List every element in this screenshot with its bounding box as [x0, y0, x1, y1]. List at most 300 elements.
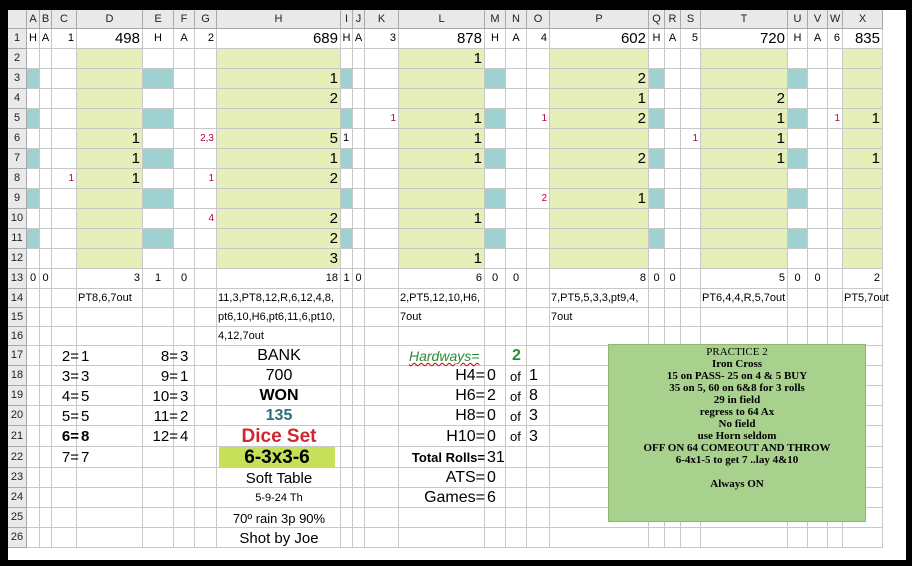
row-header-10[interactable]: 10 — [8, 209, 27, 229]
cell-R6[interactable] — [665, 129, 681, 149]
cell-J25[interactable] — [353, 508, 365, 528]
cell-T3[interactable] — [701, 69, 788, 89]
cell-C3[interactable] — [52, 69, 77, 89]
cell-I18[interactable] — [341, 366, 353, 386]
cell-L25[interactable] — [399, 508, 485, 528]
cell-A9[interactable] — [27, 189, 40, 209]
cell-O24[interactable] — [527, 488, 550, 508]
cell-E11[interactable] — [143, 229, 174, 249]
cell-K2[interactable] — [365, 49, 399, 69]
cell-L11[interactable] — [399, 229, 485, 249]
cell-B20[interactable] — [40, 406, 52, 426]
cell-G26[interactable] — [195, 528, 217, 548]
away-total[interactable]: 0 — [174, 269, 195, 289]
cell-J2[interactable] — [353, 49, 365, 69]
cell-R8[interactable] — [665, 169, 681, 189]
row-header-20[interactable]: 20 — [8, 406, 27, 426]
home-label[interactable]: H — [341, 29, 353, 49]
roll-count[interactable]: 1 — [701, 109, 788, 129]
cell-B21[interactable] — [40, 426, 52, 447]
shooter-number[interactable]: 2 — [195, 29, 217, 49]
cell-U7[interactable] — [788, 149, 808, 169]
row-header-25[interactable]: 25 — [8, 508, 27, 528]
cell-N23[interactable] — [506, 468, 527, 488]
row-header-15[interactable]: 15 — [8, 308, 27, 327]
cell-K3[interactable] — [365, 69, 399, 89]
cell-J19[interactable] — [353, 386, 365, 406]
select-all-corner[interactable] — [8, 10, 27, 29]
cell-M6[interactable] — [485, 129, 506, 149]
away-total[interactable]: 0 — [665, 269, 681, 289]
red-marker[interactable]: 1 — [195, 169, 217, 189]
red-marker[interactable]: 1 — [52, 169, 77, 189]
cell-Q11[interactable] — [649, 229, 665, 249]
side-count[interactable]: 1 — [341, 129, 353, 149]
roll-count[interactable]: 1 — [399, 249, 485, 269]
cell-K18[interactable] — [365, 366, 399, 386]
cell-N3[interactable] — [506, 69, 527, 89]
shooter-number[interactable]: 1 — [52, 29, 77, 49]
cell-B18[interactable] — [40, 366, 52, 386]
roll-count[interactable]: 1 — [701, 129, 788, 149]
cell-I19[interactable] — [341, 386, 353, 406]
cell-V3[interactable] — [808, 69, 828, 89]
cell-U3[interactable] — [788, 69, 808, 89]
roll-count[interactable]: 2 — [550, 149, 649, 169]
cell-J12[interactable] — [353, 249, 365, 269]
home-total[interactable]: 0 — [788, 269, 808, 289]
roll-total[interactable]: 835 — [843, 29, 883, 49]
cell-G2[interactable] — [195, 49, 217, 69]
row-header-13[interactable]: 13 — [8, 269, 27, 289]
cell-S2[interactable] — [681, 49, 701, 69]
cell-N24[interactable] — [506, 488, 527, 508]
roll-count[interactable]: 1 — [843, 109, 883, 129]
cell-M16[interactable] — [485, 327, 506, 346]
cell-J24[interactable] — [353, 488, 365, 508]
row-header-18[interactable]: 18 — [8, 366, 27, 386]
cell-W3[interactable] — [828, 69, 843, 89]
cell-B4[interactable] — [40, 89, 52, 109]
group-sum[interactable]: 3 — [77, 269, 143, 289]
cell-F23[interactable] — [174, 468, 195, 488]
cell-V2[interactable] — [808, 49, 828, 69]
cell-F10[interactable] — [174, 209, 195, 229]
row-header-4[interactable]: 4 — [8, 89, 27, 109]
home-total[interactable]: 1 — [341, 269, 353, 289]
cell-B17[interactable] — [40, 346, 52, 366]
cell-O25[interactable] — [527, 508, 550, 528]
cell-X9[interactable] — [843, 189, 883, 209]
cell-C10[interactable] — [52, 209, 77, 229]
cell-X3[interactable] — [843, 69, 883, 89]
cell-J4[interactable] — [353, 89, 365, 109]
cell-I8[interactable] — [341, 169, 353, 189]
cell-U6[interactable] — [788, 129, 808, 149]
cell-M7[interactable] — [485, 149, 506, 169]
cell-J23[interactable] — [353, 468, 365, 488]
cell-C26[interactable] — [52, 528, 77, 548]
cell-U11[interactable] — [788, 229, 808, 249]
cell-I10[interactable] — [341, 209, 353, 229]
column-header-R[interactable]: R — [665, 10, 681, 29]
cell-O3[interactable] — [527, 69, 550, 89]
cell-V9[interactable] — [808, 189, 828, 209]
cell-C24[interactable] — [52, 488, 77, 508]
roll-count[interactable]: 1 — [77, 149, 143, 169]
cell-L8[interactable] — [399, 169, 485, 189]
cell-F4[interactable] — [174, 89, 195, 109]
cell-P6[interactable] — [550, 129, 649, 149]
cell-B24[interactable] — [40, 488, 52, 508]
cell-D15[interactable] — [77, 308, 143, 327]
cell-A6[interactable] — [27, 129, 40, 149]
cell-B15[interactable] — [40, 308, 52, 327]
cell-D16[interactable] — [77, 327, 143, 346]
cell-O6[interactable] — [527, 129, 550, 149]
cell-D11[interactable] — [77, 229, 143, 249]
roll-count[interactable]: 2 — [550, 69, 649, 89]
cell-X8[interactable] — [843, 169, 883, 189]
cell-E6[interactable] — [143, 129, 174, 149]
row-header-14[interactable]: 14 — [8, 289, 27, 308]
roll-total[interactable]: 689 — [217, 29, 341, 49]
cell-N6[interactable] — [506, 129, 527, 149]
cell-P8[interactable] — [550, 169, 649, 189]
cell-M4[interactable] — [485, 89, 506, 109]
cell-I20[interactable] — [341, 406, 353, 426]
cell-A8[interactable] — [27, 169, 40, 189]
cell-O10[interactable] — [527, 209, 550, 229]
cell-S10[interactable] — [681, 209, 701, 229]
cell-F2[interactable] — [174, 49, 195, 69]
cell-J3[interactable] — [353, 69, 365, 89]
cell-O8[interactable] — [527, 169, 550, 189]
cell-J26[interactable] — [353, 528, 365, 548]
cell-D2[interactable] — [77, 49, 143, 69]
cell-A14[interactable] — [27, 289, 40, 308]
cell-T9[interactable] — [701, 189, 788, 209]
roll-count[interactable]: 1 — [77, 169, 143, 189]
cell-I21[interactable] — [341, 426, 353, 447]
cell-M9[interactable] — [485, 189, 506, 209]
cell-K8[interactable] — [365, 169, 399, 189]
cell-M8[interactable] — [485, 169, 506, 189]
cell-A4[interactable] — [27, 89, 40, 109]
red-marker[interactable]: 1 — [681, 129, 701, 149]
roll-count[interactable]: 1 — [399, 49, 485, 69]
group-sum[interactable]: 8 — [550, 269, 649, 289]
cell-O11[interactable] — [527, 229, 550, 249]
cell-I25[interactable] — [341, 508, 353, 528]
cell-N5[interactable] — [506, 109, 527, 129]
spreadsheet[interactable] — [8, 10, 906, 560]
cell-N25[interactable] — [506, 508, 527, 528]
cell-I17[interactable] — [341, 346, 353, 366]
home-total[interactable]: 1 — [143, 269, 174, 289]
cell-W26[interactable] — [828, 528, 843, 548]
cell-R11[interactable] — [665, 229, 681, 249]
practice-notes-box[interactable] — [608, 344, 866, 522]
cell-W7[interactable] — [828, 149, 843, 169]
cell-I24[interactable] — [341, 488, 353, 508]
cell-J5[interactable] — [353, 109, 365, 129]
cell-P11[interactable] — [550, 229, 649, 249]
cell-G9[interactable] — [195, 189, 217, 209]
row-header-1[interactable]: 1 — [8, 29, 27, 49]
cell-C25[interactable] — [52, 508, 77, 528]
away-label[interactable]: A — [506, 29, 527, 49]
cell-L3[interactable] — [399, 69, 485, 89]
cell-K25[interactable] — [365, 508, 399, 528]
cell-B22[interactable] — [40, 447, 52, 468]
cell-E12[interactable] — [143, 249, 174, 269]
cell-G5[interactable] — [195, 109, 217, 129]
column-header-E[interactable]: E — [143, 10, 174, 29]
cell-O26[interactable] — [527, 528, 550, 548]
roll-count[interactable]: 1 — [843, 149, 883, 169]
cell-E4[interactable] — [143, 89, 174, 109]
cell-O23[interactable] — [527, 468, 550, 488]
cell-O13[interactable] — [527, 269, 550, 289]
cell-B14[interactable] — [40, 289, 52, 308]
cell-J18[interactable] — [353, 366, 365, 386]
cell-M25[interactable] — [485, 508, 506, 528]
cell-V7[interactable] — [808, 149, 828, 169]
cell-O7[interactable] — [527, 149, 550, 169]
cell-R4[interactable] — [665, 89, 681, 109]
cell-X2[interactable] — [843, 49, 883, 69]
roll-count[interactable]: 1 — [399, 209, 485, 229]
cell-S7[interactable] — [681, 149, 701, 169]
cell-Q12[interactable] — [649, 249, 665, 269]
row-header-9[interactable]: 9 — [8, 189, 27, 209]
away-total[interactable]: 0 — [40, 269, 52, 289]
cell-W10[interactable] — [828, 209, 843, 229]
shooter-number[interactable]: 6 — [828, 29, 843, 49]
red-marker[interactable]: 1 — [828, 109, 843, 129]
cell-B19[interactable] — [40, 386, 52, 406]
cell-N9[interactable] — [506, 189, 527, 209]
cell-B7[interactable] — [40, 149, 52, 169]
column-header-C[interactable]: C — [52, 10, 77, 29]
roll-count[interactable]: 1 — [77, 129, 143, 149]
cell-N10[interactable] — [506, 209, 527, 229]
cell-I23[interactable] — [341, 468, 353, 488]
column-header-W[interactable]: W — [828, 10, 843, 29]
cell-V8[interactable] — [808, 169, 828, 189]
cell-O4[interactable] — [527, 89, 550, 109]
cell-E2[interactable] — [143, 49, 174, 69]
cell-E8[interactable] — [143, 169, 174, 189]
cell-S13[interactable] — [681, 269, 701, 289]
cell-S3[interactable] — [681, 69, 701, 89]
cell-U2[interactable] — [788, 49, 808, 69]
cell-E22[interactable] — [143, 447, 174, 468]
cell-T12[interactable] — [701, 249, 788, 269]
cell-R26[interactable] — [665, 528, 681, 548]
row-header-16[interactable]: 16 — [8, 327, 27, 346]
red-marker[interactable]: 1 — [527, 109, 550, 129]
row-header-23[interactable]: 23 — [8, 468, 27, 488]
cell-I5[interactable] — [341, 109, 353, 129]
cell-B11[interactable] — [40, 229, 52, 249]
cell-M2[interactable] — [485, 49, 506, 69]
row-header-24[interactable]: 24 — [8, 488, 27, 508]
cell-M5[interactable] — [485, 109, 506, 129]
cell-R5[interactable] — [665, 109, 681, 129]
roll-count[interactable]: 2 — [217, 229, 341, 249]
cell-A24[interactable] — [27, 488, 40, 508]
roll-count[interactable]: 1 — [550, 89, 649, 109]
cell-A26[interactable] — [27, 528, 40, 548]
cell-V5[interactable] — [808, 109, 828, 129]
cell-F8[interactable] — [174, 169, 195, 189]
cell-Q3[interactable] — [649, 69, 665, 89]
cell-E15[interactable] — [143, 308, 174, 327]
column-header-J[interactable]: J — [353, 10, 365, 29]
cell-K4[interactable] — [365, 89, 399, 109]
cell-N12[interactable] — [506, 249, 527, 269]
cell-X10[interactable] — [843, 209, 883, 229]
cell-V26[interactable] — [808, 528, 828, 548]
cell-W9[interactable] — [828, 189, 843, 209]
shooter-number[interactable]: 5 — [681, 29, 701, 49]
roll-count[interactable]: 2 — [217, 209, 341, 229]
home-label[interactable]: H — [788, 29, 808, 49]
column-header-D[interactable]: D — [77, 10, 143, 29]
cell-I3[interactable] — [341, 69, 353, 89]
cell-K22[interactable] — [365, 447, 399, 468]
cell-C12[interactable] — [52, 249, 77, 269]
cell-R9[interactable] — [665, 189, 681, 209]
roll-count[interactable]: 1 — [550, 189, 649, 209]
cell-G16[interactable] — [195, 327, 217, 346]
cell-E26[interactable] — [143, 528, 174, 548]
cell-I22[interactable] — [341, 447, 353, 468]
cell-A11[interactable] — [27, 229, 40, 249]
cell-E7[interactable] — [143, 149, 174, 169]
cell-B12[interactable] — [40, 249, 52, 269]
cell-O16[interactable] — [527, 327, 550, 346]
cell-F9[interactable] — [174, 189, 195, 209]
cell-M3[interactable] — [485, 69, 506, 89]
roll-count[interactable]: 1 — [217, 69, 341, 89]
cell-F7[interactable] — [174, 149, 195, 169]
cell-Q10[interactable] — [649, 209, 665, 229]
cell-N2[interactable] — [506, 49, 527, 69]
cell-W6[interactable] — [828, 129, 843, 149]
column-header-P[interactable]: P — [550, 10, 649, 29]
cell-W12[interactable] — [828, 249, 843, 269]
cell-E9[interactable] — [143, 189, 174, 209]
cell-R12[interactable] — [665, 249, 681, 269]
cell-K7[interactable] — [365, 149, 399, 169]
cell-D5[interactable] — [77, 109, 143, 129]
cell-E23[interactable] — [143, 468, 174, 488]
cell-D12[interactable] — [77, 249, 143, 269]
cell-F12[interactable] — [174, 249, 195, 269]
cell-A5[interactable] — [27, 109, 40, 129]
cell-V12[interactable] — [808, 249, 828, 269]
cell-U15[interactable] — [788, 308, 808, 327]
column-header-S[interactable]: S — [681, 10, 701, 29]
row-header-19[interactable]: 19 — [8, 386, 27, 406]
cell-V15[interactable] — [808, 308, 828, 327]
column-header-I[interactable]: I — [341, 10, 353, 29]
cell-D4[interactable] — [77, 89, 143, 109]
away-label[interactable]: A — [353, 29, 365, 49]
cell-C16[interactable] — [52, 327, 77, 346]
cell-U5[interactable] — [788, 109, 808, 129]
cell-T2[interactable] — [701, 49, 788, 69]
cell-V11[interactable] — [808, 229, 828, 249]
cell-I12[interactable] — [341, 249, 353, 269]
cell-D24[interactable] — [77, 488, 143, 508]
cell-J9[interactable] — [353, 189, 365, 209]
cell-A22[interactable] — [27, 447, 40, 468]
cell-B2[interactable] — [40, 49, 52, 69]
cell-D10[interactable] — [77, 209, 143, 229]
roll-count[interactable]: 5 — [217, 129, 341, 149]
cell-C14[interactable] — [52, 289, 77, 308]
cell-R10[interactable] — [665, 209, 681, 229]
roll-count[interactable]: 2 — [701, 89, 788, 109]
cell-B26[interactable] — [40, 528, 52, 548]
cell-G15[interactable] — [195, 308, 217, 327]
red-marker[interactable]: 2,3 — [195, 129, 217, 149]
cell-N4[interactable] — [506, 89, 527, 109]
row-header-7[interactable]: 7 — [8, 149, 27, 169]
cell-K21[interactable] — [365, 426, 399, 447]
cell-G7[interactable] — [195, 149, 217, 169]
cell-U9[interactable] — [788, 189, 808, 209]
column-header-X[interactable]: X — [843, 10, 883, 29]
cell-Q26[interactable] — [649, 528, 665, 548]
row-header-12[interactable]: 12 — [8, 249, 27, 269]
cell-J21[interactable] — [353, 426, 365, 447]
cell-R7[interactable] — [665, 149, 681, 169]
column-header-A[interactable]: A — [27, 10, 40, 29]
cell-U4[interactable] — [788, 89, 808, 109]
row-header-11[interactable]: 11 — [8, 229, 27, 249]
cell-F15[interactable] — [174, 308, 195, 327]
cell-X6[interactable] — [843, 129, 883, 149]
cell-C11[interactable] — [52, 229, 77, 249]
column-header-O[interactable]: O — [527, 10, 550, 29]
cell-X12[interactable] — [843, 249, 883, 269]
cell-K24[interactable] — [365, 488, 399, 508]
cell-A2[interactable] — [27, 49, 40, 69]
column-header-L[interactable]: L — [399, 10, 485, 29]
row-header-5[interactable]: 5 — [8, 109, 27, 129]
cell-K12[interactable] — [365, 249, 399, 269]
roll-count[interactable]: 3 — [217, 249, 341, 269]
cell-C7[interactable] — [52, 149, 77, 169]
cell-J22[interactable] — [353, 447, 365, 468]
away-total[interactable]: 0 — [506, 269, 527, 289]
roll-total[interactable]: 602 — [550, 29, 649, 49]
cell-A12[interactable] — [27, 249, 40, 269]
cell-D26[interactable] — [77, 528, 143, 548]
cell-G3[interactable] — [195, 69, 217, 89]
cell-V6[interactable] — [808, 129, 828, 149]
row-header-17[interactable]: 17 — [8, 346, 27, 366]
cell-S12[interactable] — [681, 249, 701, 269]
cell-J11[interactable] — [353, 229, 365, 249]
cell-E3[interactable] — [143, 69, 174, 89]
cell-C2[interactable] — [52, 49, 77, 69]
